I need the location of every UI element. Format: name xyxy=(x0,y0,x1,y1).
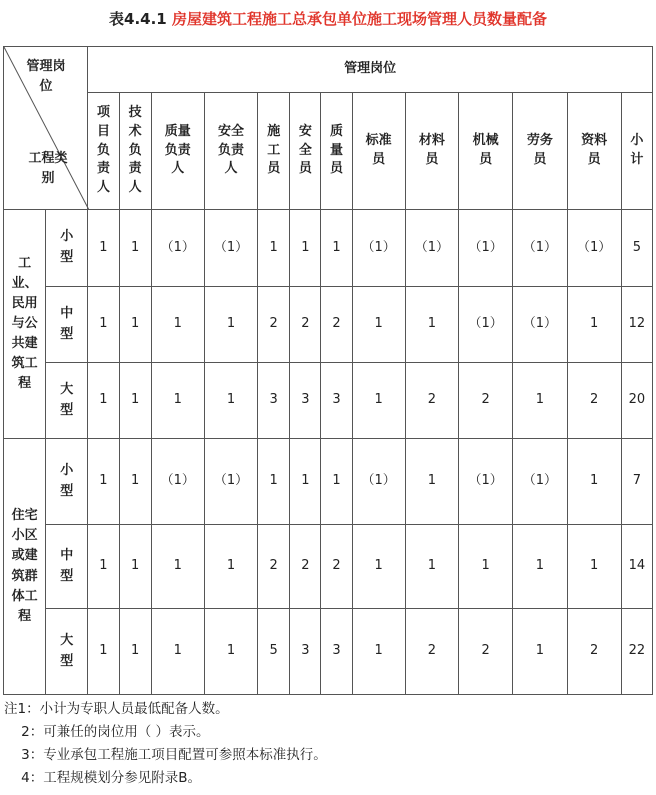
value-cell: （1） xyxy=(204,210,257,287)
value-cell: 7 xyxy=(621,439,652,525)
value-cell: 1 xyxy=(151,287,204,363)
table-number: 表4.4.1 xyxy=(109,10,167,28)
value-cell: 14 xyxy=(621,525,652,609)
value-cell: （1） xyxy=(567,210,621,287)
value-cell: 1 xyxy=(405,525,458,609)
column-header: 标准员 xyxy=(352,93,405,210)
value-cell: 2 xyxy=(459,363,513,439)
column-header: 材料员 xyxy=(405,93,458,210)
size-label: 小型 xyxy=(46,439,88,525)
value-cell: 1 xyxy=(459,525,513,609)
column-header: 资料员 xyxy=(567,93,621,210)
value-cell: 1 xyxy=(119,210,151,287)
table-row xyxy=(4,525,653,609)
value-cell: （1） xyxy=(352,439,405,525)
corner-cell xyxy=(4,47,88,210)
value-cell: 1 xyxy=(405,287,458,363)
value-cell: 1 xyxy=(119,525,151,609)
value-cell: （1） xyxy=(352,210,405,287)
table-row xyxy=(4,439,653,525)
value-cell: （1） xyxy=(151,439,204,525)
category-label: 住宅小区或建筑群体工程 xyxy=(4,439,46,695)
value-cell: （1） xyxy=(459,210,513,287)
value-cell: 1 xyxy=(352,363,405,439)
note-line: 3：专业承包工程施工项目配置可参照本标准执行。 xyxy=(4,747,327,763)
value-cell: 1 xyxy=(513,525,567,609)
value-cell: 1 xyxy=(119,439,151,525)
value-cell: 1 xyxy=(204,287,257,363)
note-line: 4：工程规模划分参见附录B。 xyxy=(4,770,202,786)
value-cell: 2 xyxy=(567,363,621,439)
value-cell: 5 xyxy=(621,210,652,287)
value-cell: 1 xyxy=(119,287,151,363)
staffing-table xyxy=(3,46,653,695)
value-cell: 1 xyxy=(567,525,621,609)
value-cell: 1 xyxy=(321,439,352,525)
value-cell: 1 xyxy=(204,525,257,609)
table-row xyxy=(4,609,653,695)
value-cell: 2 xyxy=(405,363,458,439)
value-cell: 1 xyxy=(119,609,151,695)
column-header: 安全员 xyxy=(290,93,321,210)
value-cell: 1 xyxy=(88,439,119,525)
value-cell: 2 xyxy=(459,609,513,695)
column-header: 小计 xyxy=(621,93,652,210)
value-cell: 1 xyxy=(513,363,567,439)
value-cell: 1 xyxy=(88,287,119,363)
value-cell: 3 xyxy=(321,609,352,695)
value-cell: 2 xyxy=(405,609,458,695)
value-cell: 1 xyxy=(290,439,321,525)
value-cell: 1 xyxy=(88,609,119,695)
value-cell: （1） xyxy=(513,439,567,525)
category-label: 工业、民用与公共建筑工程 xyxy=(4,210,46,439)
value-cell: 2 xyxy=(290,287,321,363)
value-cell: 1 xyxy=(352,525,405,609)
value-cell: 20 xyxy=(621,363,652,439)
size-label: 中型 xyxy=(46,525,88,609)
value-cell: 3 xyxy=(258,363,290,439)
value-cell: 1 xyxy=(258,210,290,287)
value-cell: 2 xyxy=(290,525,321,609)
value-cell: 1 xyxy=(204,363,257,439)
size-label: 小型 xyxy=(46,210,88,287)
size-label: 中型 xyxy=(46,287,88,363)
value-cell: 1 xyxy=(513,609,567,695)
column-header: 技术负责人 xyxy=(119,93,151,210)
value-cell: （1） xyxy=(151,210,204,287)
value-cell: 1 xyxy=(567,287,621,363)
value-cell: （1） xyxy=(513,287,567,363)
value-cell: 2 xyxy=(258,287,290,363)
value-cell: （1） xyxy=(204,439,257,525)
value-cell: 2 xyxy=(321,287,352,363)
value-cell: 1 xyxy=(204,609,257,695)
note-line: 注1：小计为专职人员最低配备人数。 xyxy=(4,701,229,717)
table-name: 房屋建筑工程施工总承包单位施工现场管理人员数量配备 xyxy=(171,10,547,28)
table-row xyxy=(4,210,653,287)
value-cell: （1） xyxy=(459,439,513,525)
column-header: 施工员 xyxy=(258,93,290,210)
value-cell: 1 xyxy=(567,439,621,525)
value-cell: （1） xyxy=(405,210,458,287)
table-row xyxy=(4,287,653,363)
size-label: 大型 xyxy=(46,609,88,695)
value-cell: 22 xyxy=(621,609,652,695)
value-cell: （1） xyxy=(459,287,513,363)
value-cell: 1 xyxy=(119,363,151,439)
column-header: 劳务员 xyxy=(513,93,567,210)
column-header: 机械员 xyxy=(459,93,513,210)
note-line: 2：可兼任的岗位用（ ）表示。 xyxy=(4,724,210,740)
value-cell: 1 xyxy=(88,525,119,609)
value-cell: 2 xyxy=(321,525,352,609)
value-cell: 1 xyxy=(352,287,405,363)
value-cell: 1 xyxy=(258,439,290,525)
column-header: 安全负责人 xyxy=(204,93,257,210)
header-group: 管理岗位 xyxy=(88,47,653,93)
column-header: 项目负责人 xyxy=(88,93,119,210)
value-cell: 1 xyxy=(151,363,204,439)
value-cell: 1 xyxy=(405,439,458,525)
column-header: 质量员 xyxy=(321,93,352,210)
value-cell: 1 xyxy=(352,609,405,695)
value-cell: 1 xyxy=(151,609,204,695)
value-cell: （1） xyxy=(513,210,567,287)
value-cell: 12 xyxy=(621,287,652,363)
value-cell: 3 xyxy=(290,363,321,439)
value-cell: 3 xyxy=(290,609,321,695)
value-cell: 1 xyxy=(151,525,204,609)
value-cell: 1 xyxy=(321,210,352,287)
corner-top-label: 管理岗位 xyxy=(26,59,66,94)
size-label: 大型 xyxy=(46,363,88,439)
table-title xyxy=(0,8,656,29)
value-cell: 2 xyxy=(258,525,290,609)
value-cell: 1 xyxy=(290,210,321,287)
corner-bottom-label: 工程类别 xyxy=(28,151,68,186)
value-cell: 2 xyxy=(567,609,621,695)
notes xyxy=(4,698,327,790)
value-cell: 5 xyxy=(258,609,290,695)
value-cell: 1 xyxy=(88,363,119,439)
column-header: 质量负责人 xyxy=(151,93,204,210)
value-cell: 3 xyxy=(321,363,352,439)
table-row xyxy=(4,363,653,439)
value-cell: 1 xyxy=(88,210,119,287)
